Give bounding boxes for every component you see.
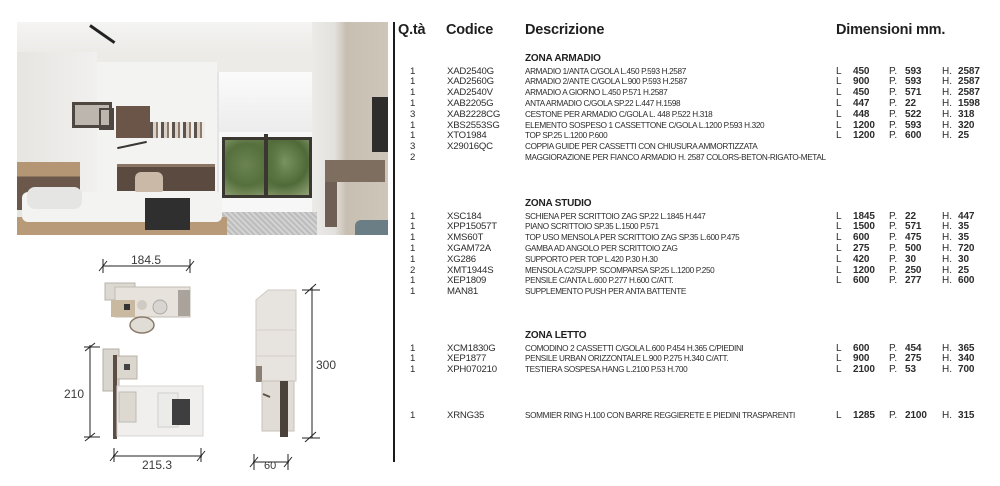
- table-row: [0, 410, 1000, 421]
- dim-p-value: 275: [905, 353, 922, 365]
- dim-l-label: L: [836, 87, 842, 99]
- row-qty: 1: [410, 130, 416, 142]
- table-row: [0, 109, 1000, 120]
- row-qty: 2: [410, 151, 416, 163]
- dim-p-label: P.: [889, 253, 898, 265]
- dim-l-label: L: [836, 119, 842, 131]
- row-description: ARMADIO 1/ANTA C/GOLA L.450 P.593 H.2587: [525, 66, 686, 76]
- row-qty: 1: [410, 87, 416, 99]
- row-description: MENSOLA C2/SUPP. SCOMPARSA SP.25 L.1200 P.250: [525, 265, 715, 275]
- dim-h-label: H.: [942, 87, 952, 99]
- dim-l-label: L: [836, 364, 842, 376]
- dim-h-value: 720: [958, 242, 975, 254]
- dim-h-value: 600: [958, 275, 975, 287]
- table-row: [0, 254, 1000, 265]
- dim-p-value: 53: [905, 364, 916, 376]
- row-qty: 1: [410, 353, 416, 365]
- dim-p-label: P.: [889, 342, 898, 354]
- dim-h-value: 365: [958, 342, 975, 354]
- dim-h-value: 25: [958, 264, 969, 276]
- row-qty: 1: [410, 232, 416, 244]
- dim-l-value: 275: [853, 242, 870, 254]
- dim-h-value: 35: [958, 232, 969, 244]
- table-row: [0, 343, 1000, 354]
- dim-h-label: H.: [942, 410, 952, 421]
- dim-p-value: 593: [905, 76, 922, 88]
- dim-h-label: H.: [942, 108, 952, 120]
- row-qty: 1: [410, 97, 416, 109]
- row-code: XAD2560G: [447, 76, 494, 88]
- dim-p-value: 30: [905, 253, 916, 265]
- dim-l-value: 2100: [853, 364, 875, 376]
- row-qty: 3: [410, 108, 416, 120]
- dim-p-label: P.: [889, 108, 898, 120]
- header-qty: Q.tà: [398, 22, 426, 38]
- dim-l-label: L: [836, 242, 842, 254]
- table-row: [0, 232, 1000, 243]
- dim-h-value: 320: [958, 119, 975, 131]
- row-description: COPPIA GUIDE PER CASSETTI CON CHIUSURA AMMORTIZZATA: [525, 142, 758, 152]
- dim-l-value: 420: [853, 253, 870, 265]
- row-code: XAD2540V: [447, 87, 493, 99]
- dim-l-label: L: [836, 264, 842, 276]
- dim-h-label: H.: [942, 65, 952, 77]
- row-code: XCM1830G: [447, 342, 496, 354]
- table-row: [0, 130, 1000, 141]
- dim-h-label: H.: [942, 130, 952, 142]
- row-code: XMS60T: [447, 232, 484, 244]
- row-qty: 1: [410, 221, 416, 233]
- dim-p-label: P.: [889, 264, 898, 276]
- dim-p-value: 571: [905, 87, 922, 99]
- table-row: [0, 120, 1000, 131]
- row-description: ELEMENTO SOSPESO 1 CASSETTONE C/GOLA L.1200 P.593 H.320: [525, 120, 765, 130]
- table-row: [0, 265, 1000, 276]
- dim-p-label: P.: [889, 221, 898, 233]
- dim-l-value: 600: [853, 232, 870, 244]
- row-qty: 1: [410, 242, 416, 254]
- row-description: SCHIENA PER SCRITTOIO ZAG SP.22 L.1845 H.447: [525, 211, 706, 221]
- dim-l-label: L: [836, 210, 842, 222]
- dim-h-label: H.: [942, 210, 952, 222]
- table-row: [0, 353, 1000, 364]
- dim-p-label: P.: [889, 364, 898, 376]
- row-code: XMT1944S: [447, 264, 494, 276]
- table-row: [0, 152, 1000, 163]
- dim-p-label: P.: [889, 65, 898, 77]
- dim-h-value: 2587: [958, 87, 980, 99]
- row-description: ARMADIO A GIORNO L.450 P.571 H.2587: [525, 88, 668, 98]
- dim-h-value: 315: [958, 410, 975, 421]
- dim-h-value: 2587: [958, 76, 980, 88]
- row-description: TOP USO MENSOLA PER SCRITTOIO ZAG SP.35 L.600 P.475: [525, 233, 740, 243]
- dim-h-label: H.: [942, 364, 952, 376]
- dim-l-label: L: [836, 221, 842, 233]
- dim-l-value: 1200: [853, 130, 875, 142]
- dim-p-label: P.: [889, 232, 898, 244]
- row-qty: 1: [410, 76, 416, 88]
- zone-title: ZONA ARMADIO: [525, 53, 601, 64]
- row-code: XPP15057T: [447, 221, 497, 233]
- dim-l-label: L: [836, 342, 842, 354]
- dim-h-label: H.: [942, 275, 952, 287]
- photo-pillow: [27, 187, 82, 209]
- row-code: XAB2228CG: [447, 108, 501, 120]
- dim-top-view-width: 184.5: [131, 253, 162, 267]
- dim-l-value: 1200: [853, 119, 875, 131]
- dim-l-value: 900: [853, 353, 870, 365]
- dim-l-label: L: [836, 76, 842, 88]
- row-qty: 1: [410, 286, 416, 298]
- dim-plan-depth: 210: [64, 387, 85, 401]
- dim-l-value: 450: [853, 87, 870, 99]
- dim-p-value: 22: [905, 97, 916, 109]
- dim-h-value: 1598: [958, 97, 980, 109]
- dim-l-label: L: [836, 410, 842, 421]
- dim-l-value: 1200: [853, 264, 875, 276]
- dim-l-label: L: [836, 97, 842, 109]
- row-description: SOMMIER RING H.100 CON BARRE REGGIERETE E PIEDINI TRASPARENTI: [525, 411, 795, 420]
- row-code: XRNG35: [447, 410, 485, 421]
- row-code: XPH070210: [447, 364, 497, 376]
- dim-h-label: H.: [942, 76, 952, 88]
- dim-p-value: 250: [905, 264, 922, 276]
- photo-chair: [135, 172, 163, 192]
- row-description: ANTA ARMADIO C/GOLA SP.22 L.447 H.1598: [525, 98, 681, 108]
- table-row: [0, 141, 1000, 152]
- dim-p-label: P.: [889, 410, 898, 421]
- row-description: SUPPORTO PER TOP L.420 P.30 H.30: [525, 254, 658, 264]
- table-row: [0, 275, 1000, 286]
- row-qty: 1: [410, 342, 416, 354]
- dim-h-label: H.: [942, 232, 952, 244]
- dim-h-label: H.: [942, 342, 952, 354]
- dim-h-value: 340: [958, 353, 975, 365]
- dim-p-label: P.: [889, 275, 898, 287]
- row-code: XG286: [447, 253, 476, 265]
- dim-l-label: L: [836, 65, 842, 77]
- table-row: [0, 221, 1000, 232]
- row-qty: 1: [410, 65, 416, 77]
- row-qty: 1: [410, 210, 416, 222]
- row-description: TOP SP.25 L.1200 P.600: [525, 131, 608, 141]
- dim-p-label: P.: [889, 97, 898, 109]
- row-code: XSC184: [447, 210, 482, 222]
- dim-l-label: L: [836, 253, 842, 265]
- dim-l-label: L: [836, 108, 842, 120]
- row-description: CESTONE PER ARMADIO C/GOLA L. 448 P.522 H.318: [525, 109, 713, 119]
- dim-l-label: L: [836, 275, 842, 287]
- dim-l-value: 450: [853, 65, 870, 77]
- table-row: [0, 87, 1000, 98]
- row-code: X29016QC: [447, 141, 493, 153]
- dim-h-label: H.: [942, 242, 952, 254]
- table-row: [0, 286, 1000, 297]
- row-code: XBS2553SG: [447, 119, 500, 131]
- row-description: MAGGIORAZIONE PER FIANCO ARMADIO H. 2587 COLORS-BETON-RIGATO-METAL: [525, 152, 826, 162]
- dim-h-value: 447: [958, 210, 975, 222]
- row-code: XGAM72A: [447, 242, 491, 254]
- dim-l-value: 600: [853, 342, 870, 354]
- row-qty: 1: [410, 364, 416, 376]
- table-row: [0, 76, 1000, 87]
- dim-p-label: P.: [889, 242, 898, 254]
- row-code: XTO1984: [447, 130, 487, 142]
- row-qty: 1: [410, 253, 416, 265]
- dim-p-label: P.: [889, 130, 898, 142]
- dim-h-label: H.: [942, 353, 952, 365]
- photo-wardrobe-drawer: [325, 160, 385, 182]
- row-description: ARMADIO 2/ANTE C/GOLA L.900 P.593 H.2587: [525, 77, 687, 87]
- header-description: Descrizione: [525, 22, 605, 38]
- zone-title: ZONA LETTO: [525, 330, 587, 341]
- dim-h-label: H.: [942, 97, 952, 109]
- dim-p-value: 600: [905, 130, 922, 142]
- dim-l-value: 1845: [853, 210, 875, 222]
- table-row: [0, 66, 1000, 77]
- dim-p-value: 22: [905, 210, 916, 222]
- dim-h-value: 2587: [958, 65, 980, 77]
- row-qty: 1: [410, 410, 416, 421]
- row-code: XAD2540G: [447, 65, 494, 77]
- row-qty: 3: [410, 141, 416, 153]
- dim-p-label: P.: [889, 353, 898, 365]
- dim-l-label: L: [836, 353, 842, 365]
- dim-p-value: 475: [905, 232, 922, 244]
- dim-l-value: 900: [853, 76, 870, 88]
- dim-h-value: 700: [958, 364, 975, 376]
- row-description: PIANO SCRITTOIO SP.35 L.1500 P.571: [525, 222, 659, 232]
- dim-l-value: 1500: [853, 221, 875, 233]
- row-description: SUPPLEMENTO PUSH PER ANTA BATTENTE: [525, 287, 686, 297]
- dim-l-label: L: [836, 130, 842, 142]
- dim-p-label: P.: [889, 210, 898, 222]
- row-code: XEP1809: [447, 275, 487, 287]
- row-qty: 1: [410, 275, 416, 287]
- dim-p-value: 277: [905, 275, 922, 287]
- dim-p-value: 571: [905, 221, 922, 233]
- dim-h-value: 30: [958, 253, 969, 265]
- dim-elevation-depth: 60: [264, 460, 277, 472]
- row-qty: 1: [410, 119, 416, 131]
- header-code: Codice: [446, 22, 494, 38]
- dim-h-value: 25: [958, 130, 969, 142]
- dim-p-value: 593: [905, 119, 922, 131]
- dim-l-value: 600: [853, 275, 870, 287]
- dim-h-label: H.: [942, 221, 952, 233]
- dim-h-label: H.: [942, 119, 952, 131]
- row-description: COMODINO 2 CASSETTI C/GOLA L.600 P.454 H.365 C/PIEDINI: [525, 343, 744, 353]
- row-qty: 2: [410, 264, 416, 276]
- row-code: XAB2205G: [447, 97, 494, 109]
- dim-elevation-height: 300: [316, 358, 337, 372]
- dim-l-label: L: [836, 232, 842, 244]
- row-description: TESTIERA SOSPESA HANG L.2100 P.53 H.700: [525, 365, 688, 375]
- dim-h-label: H.: [942, 253, 952, 265]
- dim-p-label: P.: [889, 76, 898, 88]
- dim-h-label: H.: [942, 264, 952, 276]
- dim-p-value: 2100: [905, 410, 927, 421]
- dim-p-value: 593: [905, 65, 922, 77]
- row-description: GAMBA AD ANGOLO PER SCRITTOIO ZAG: [525, 243, 678, 253]
- table-row: [0, 211, 1000, 222]
- row-code: MAN81: [447, 286, 478, 298]
- dim-l-value: 1285: [853, 410, 875, 421]
- row-description: PENSILE C/ANTA L.600 P.277 H.600 C/ATT.: [525, 276, 674, 286]
- dim-p-value: 500: [905, 242, 922, 254]
- dim-p-value: 522: [905, 108, 922, 120]
- dim-h-value: 35: [958, 221, 969, 233]
- zone-title: ZONA STUDIO: [525, 198, 592, 209]
- table-row: [0, 243, 1000, 254]
- row-description: PENSILE URBAN ORIZZONTALE L.900 P.275 H.340 C/ATT.: [525, 354, 729, 364]
- table-row: [0, 364, 1000, 375]
- table-row: [0, 98, 1000, 109]
- header-dimensions: Dimensioni mm.: [836, 22, 946, 38]
- dim-plan-width: 215.3: [142, 458, 173, 472]
- dim-p-value: 454: [905, 342, 922, 354]
- photo-desk: [117, 164, 215, 191]
- dim-p-label: P.: [889, 119, 898, 131]
- elevation-diagram: [250, 284, 320, 470]
- row-code: XEP1877: [447, 353, 487, 365]
- dim-h-value: 318: [958, 108, 975, 120]
- dim-p-label: P.: [889, 87, 898, 99]
- dim-l-value: 447: [853, 97, 870, 109]
- dim-l-value: 448: [853, 108, 870, 120]
